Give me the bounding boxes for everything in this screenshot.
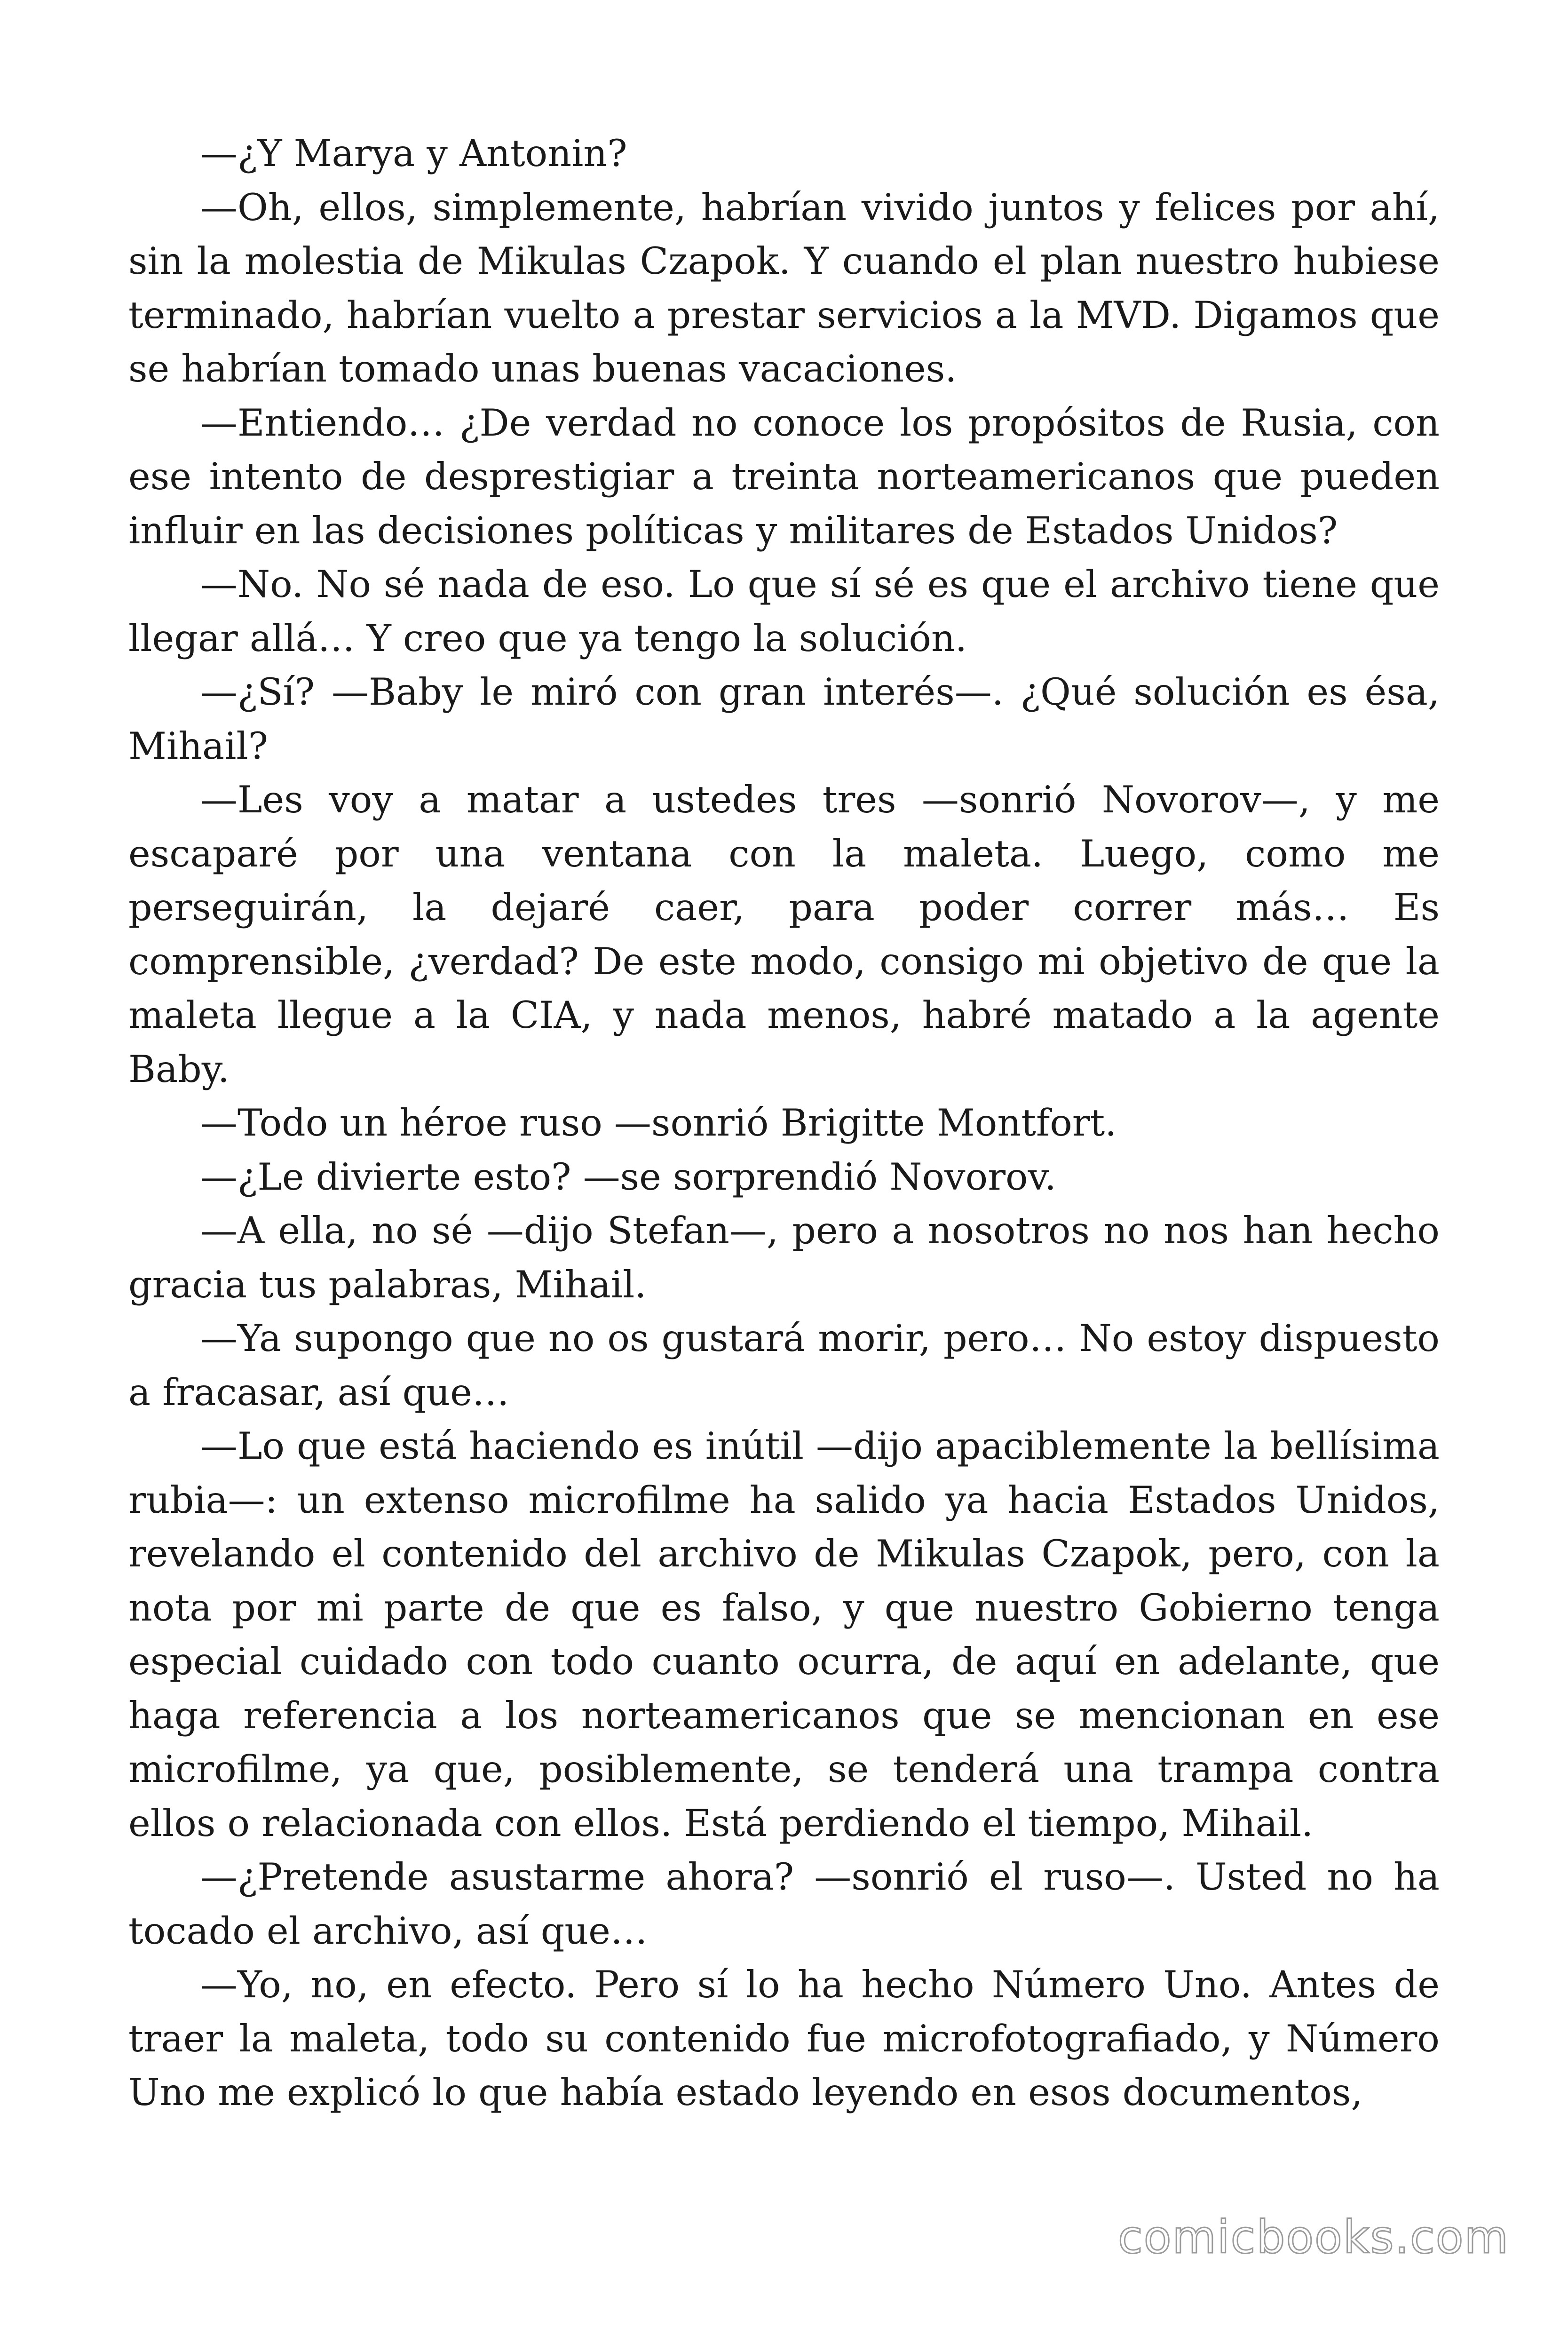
paragraph: —Oh, ellos, simplemente, habrían vivido juntos y felices por ahí, sin la molestia de Mikulas Czapok. Y cuando el plan nuestro hubiese terminado, habrían vuelto a prestar servicios a la MVD. Digamos que se habrían tomado unas buenas vacaciones. bbox=[128, 185, 1440, 390]
paragraph: —¿Sí? —Baby le miró con gran interés—. ¿Qué solución es ésa, Mihail? bbox=[128, 670, 1440, 768]
paragraph: —Yo, no, en efecto. Pero sí lo ha hecho Número Uno. Antes de traer la maleta, todo su contenido fue microfotografiado, y Número Uno me explicó lo que había estado leyendo en esos documentos, bbox=[128, 1963, 1440, 2114]
paragraph: —¿Y Marya y Antonin? bbox=[200, 132, 627, 175]
paragraph: —A ella, no sé —dijo Stefan—, pero a nosotros no nos han hecho gracia tus palabras, Mihail. bbox=[128, 1209, 1440, 1306]
paragraph: —Ya supongo que no os gustará morir, pero… No estoy dispuesto a fracasar, así que… bbox=[128, 1317, 1440, 1414]
paragraph: —Todo un héroe ruso —sonrió Brigitte Montfort. bbox=[200, 1101, 1117, 1144]
paragraph: —Lo que está haciendo es inútil —dijo apaciblemente la bellísima rubia—: un extenso microfilme ha salido ya hacia Estados Unidos, revelando el contenido del archivo de Mikulas Czapok, pero, con la nota por mi parte de que es falso, y que nuestro Gobierno tenga especial cuidado con todo cuanto ocurra, de aquí en adelante, que haga referencia a los norteamericanos que se mencionan en ese microfilme, ya que, posiblemente, se tenderá una trampa contra ellos o relacionada con ellos. Está perdiendo el tiempo, Mihail. bbox=[128, 1424, 1440, 1845]
paragraph: —¿Pretende asustarme ahora? —sonrió el ruso—. Usted no ha tocado el archivo, así que… bbox=[128, 1855, 1440, 1953]
paragraph: —Entiendo… ¿De verdad no conoce los propósitos de Rusia, con ese intento de desprestigiar a treinta norteamericanos que pueden influir en las decisiones políticas y militares de Estados Unidos? bbox=[128, 401, 1440, 552]
paragraph: —¿Le divierte esto? —se sorprendió Novorov. bbox=[200, 1155, 1056, 1199]
paragraph: —No. No sé nada de eso. Lo que sí sé es que el archivo tiene que llegar allá… Y creo que ya tengo la solución. bbox=[128, 563, 1440, 660]
paragraph: —Les voy a matar a ustedes tres —sonrió Novorov—, y me escaparé por una ventana con la maleta. Luego, como me perseguirán, la dejaré caer, para poder correr más… Es comprensible, ¿verdad? De este modo, consigo mi objetivo de que la maleta llegue a la CIA, y nada menos, habré matado a la agente Baby. bbox=[128, 778, 1440, 1091]
page-body bbox=[128, 127, 1440, 2120]
watermark: comicbooks.com bbox=[1117, 2211, 1509, 2264]
